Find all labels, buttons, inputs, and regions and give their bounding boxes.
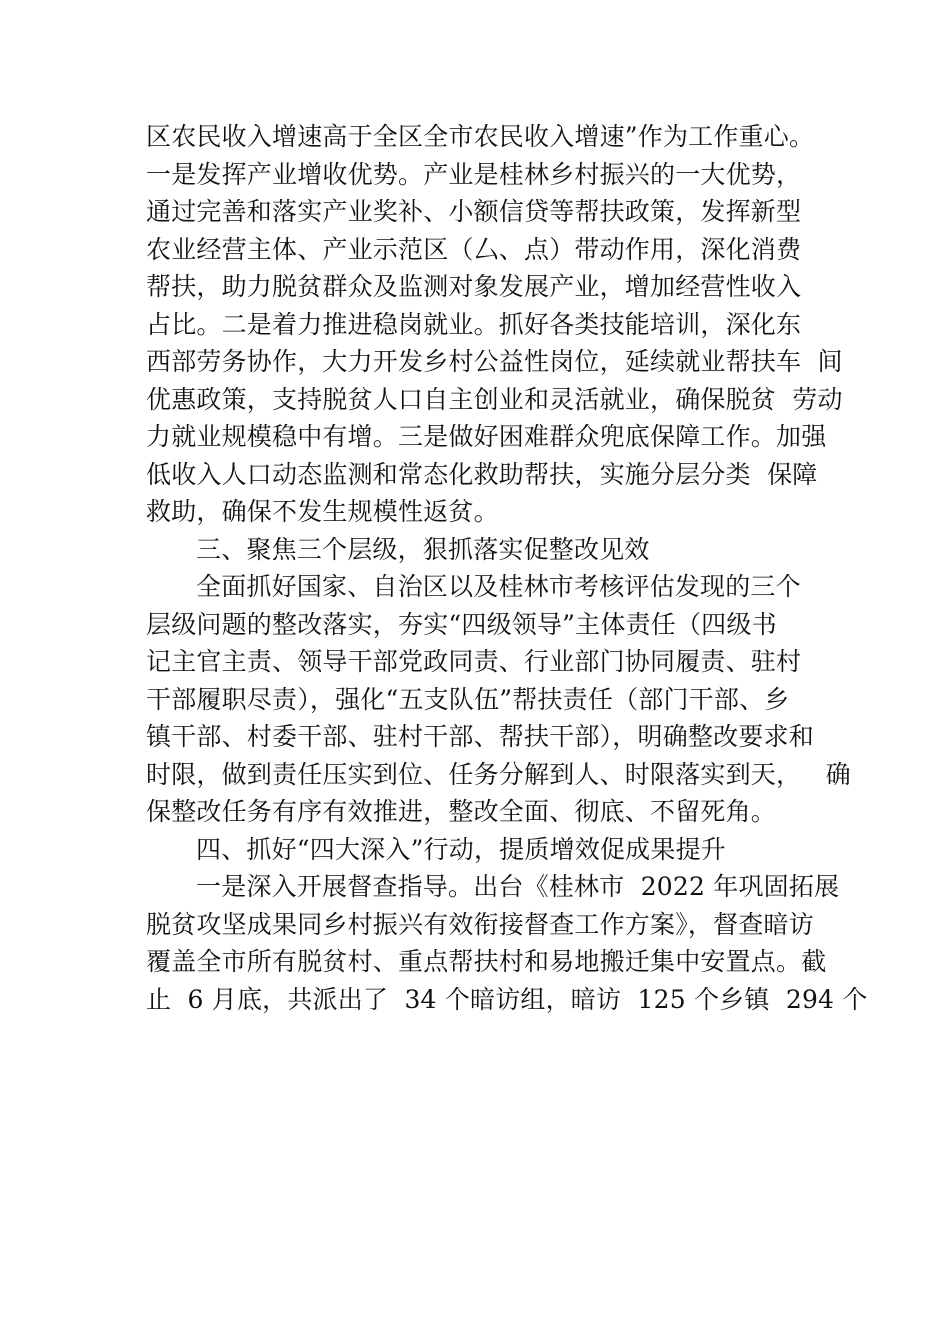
paragraph-start: 一是深入开展督查指导。出台《桂林市 2022 年巩固拓展 [196, 872, 840, 901]
section-heading: 四、抓好“四大深入”行动，提质增效促成果提升 [196, 834, 726, 864]
text-line: 救助，确保不发生规模性返贫。 [146, 497, 499, 526]
text-line: 层级问题的整改落实，夯实“四级领导”主体责任（四级书 [146, 609, 777, 639]
text-line: 通过完善和落实产业奖补、小额信贷等帮扶政策，发挥新型 [146, 197, 802, 226]
text-line: 占比。二是着力推进稳岗就业。抓好各类技能培训，深化东 [146, 309, 802, 339]
text-line: 西部劳务协作，大力开发乡村公益性岗位，延续就业帮扶车 间 [146, 347, 843, 376]
text-line: 记主官主责、领导干部党政同责、行业部门协同履责、驻村 [146, 647, 802, 676]
text-line: 脱贫攻坚成果同乡村振兴有效衔接督查工作方案》，督查暗访 [146, 909, 814, 939]
text-line: 区农民收入增速高于全区全市农民收入增速”作为工作重心。 [146, 122, 815, 151]
text-line: 低收入人口动态监测和常态化救助帮扶，实施分层分类 保障 [146, 459, 818, 489]
paragraph-start: 全面抓好国家、自治区以及桂林市考核评估发现的三个 [196, 572, 801, 601]
text-line: 镇干部、村委干部、驻村干部、帮扶干部），明确整改要求和 [146, 722, 814, 751]
section-heading: 三、聚焦三个层级，狠抓落实促整改见效 [196, 534, 650, 564]
text-line: 帮扶，助力脱贫群众及监测对象发展产业，增加经营性收入 [146, 272, 802, 301]
document-body [146, 118, 868, 1018]
text-line: 覆盖全市所有脱贫村、重点帮扶村和易地搬迁集中安置点。截 [146, 947, 827, 976]
text-line: 农业经营主体、产业示范区（⼛、点）带动作用，深化消费 [146, 234, 802, 264]
text-line: 保整改任务有序有效推进，整改全面、彻底、不留死角。 [146, 797, 777, 826]
text-line: 一是发挥产业增收优势。产业是桂林乡村振兴的一大优势， [146, 159, 802, 189]
text-line: 止 6 月底，共派出了 34 个暗访组，暗访 125 个乡镇 294 个 [146, 984, 868, 1014]
text-line: 干部履职尽责），强化“五支队伍”帮扶责任（部门干部、乡 [146, 684, 790, 714]
text-line: 优惠政策，支持脱贫人口自主创业和灵活就业，确保脱贫 劳动 [146, 384, 843, 414]
text-line: 时限，做到责任压实到位、任务分解到人、时限落实到天， 确 [146, 759, 851, 789]
text-line: 力就业规模稳中有增。三是做好困难群众兜底保障工作。加强 [146, 422, 827, 451]
